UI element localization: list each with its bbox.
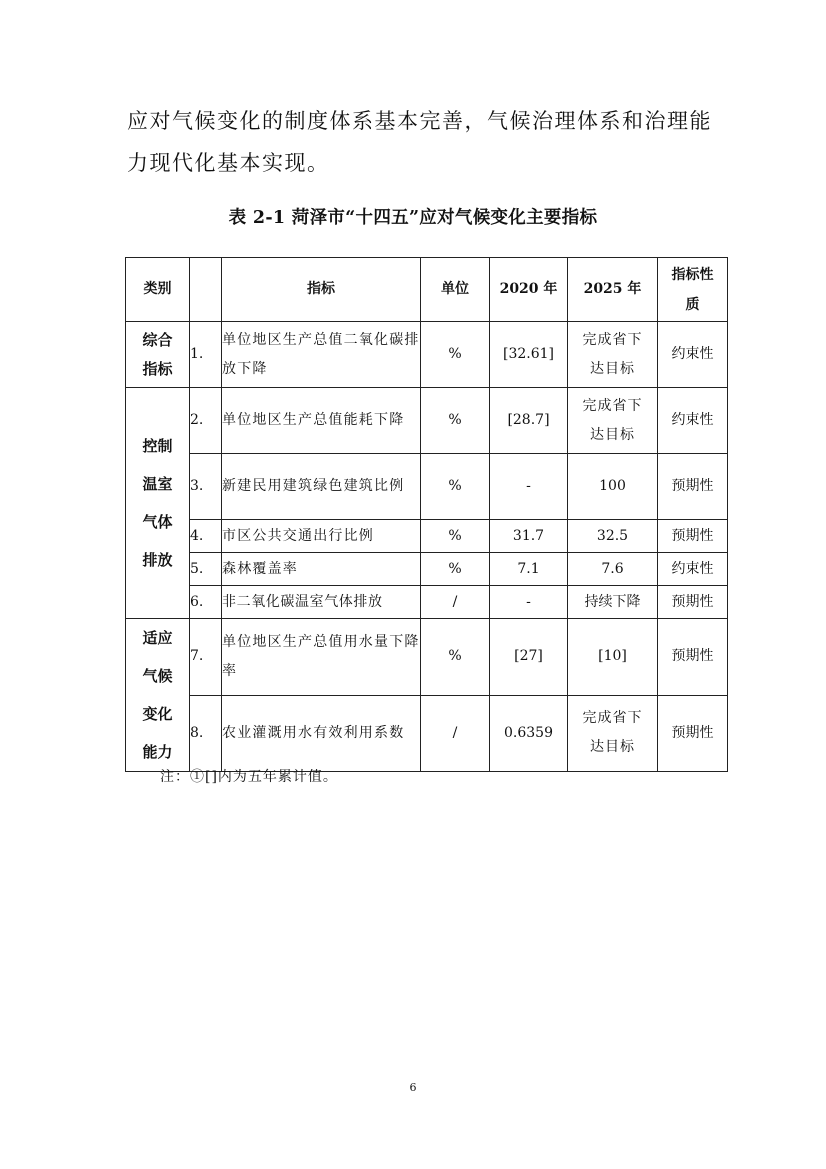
nature-cell: 预期性	[658, 454, 728, 520]
value-2025: 完成省下达目标	[568, 322, 658, 388]
header-seq	[190, 258, 222, 322]
page-number: 6	[409, 1081, 417, 1094]
nature-cell: 约束性	[658, 388, 728, 454]
unit-cell: %	[421, 619, 490, 696]
value-2020: [27]	[490, 619, 568, 696]
paragraph-line-2: 力现代化基本实现。	[127, 151, 330, 175]
nature-cell: 约束性	[658, 322, 728, 388]
category-comprehensive: 综合指标	[126, 322, 190, 388]
nature-cell: 预期性	[658, 695, 728, 772]
value-2020: 31.7	[490, 520, 568, 553]
indicator-name: 新建民用建筑绿色建筑比例	[222, 454, 421, 520]
row-number: 6.	[190, 586, 222, 619]
paragraph-line-1: 应对气候变化的制度体系基本完善，气候治理体系和治理能	[127, 109, 712, 133]
unit-cell: /	[421, 586, 490, 619]
value-2025: 7.6	[568, 553, 658, 586]
value-2025: 完成省下达目标	[568, 388, 658, 454]
indicator-name: 市区公共交通出行比例	[222, 520, 421, 553]
value-2020: 0.6359	[490, 695, 568, 772]
header-indicator: 指标	[222, 258, 421, 322]
nature-cell: 预期性	[658, 520, 728, 553]
table-row	[126, 322, 728, 388]
unit-cell: %	[421, 553, 490, 586]
table-caption: 表 2-1 菏泽市“十四五”应对气候变化主要指标	[228, 208, 598, 228]
table-row	[126, 520, 728, 553]
category-ghg-control: 控制温室气体排放	[126, 388, 190, 619]
header-2020: 2020 年	[490, 258, 568, 322]
header-2025: 2025 年	[568, 258, 658, 322]
unit-cell: %	[421, 388, 490, 454]
value-2025: 持续下降	[568, 586, 658, 619]
row-number: 7.	[190, 619, 222, 696]
value-2025: 完成省下达目标	[568, 695, 658, 772]
indicator-name: 农业灌溉用水有效利用系数	[222, 695, 421, 772]
table-note: 注：①[]内为五年累计值。	[160, 769, 338, 785]
nature-cell: 预期性	[658, 586, 728, 619]
indicator-name: 单位地区生产总值二氧化碳排放下降	[222, 322, 421, 388]
table-row	[126, 388, 728, 454]
row-number: 3.	[190, 454, 222, 520]
row-number: 2.	[190, 388, 222, 454]
table-row	[126, 695, 728, 772]
body-paragraph	[127, 100, 727, 184]
indicator-table	[125, 257, 728, 772]
header-nature: 指标性质	[658, 258, 728, 322]
value-2020: 7.1	[490, 553, 568, 586]
header-unit: 单位	[421, 258, 490, 322]
value-2025: 32.5	[568, 520, 658, 553]
table-row	[126, 553, 728, 586]
value-2025: 100	[568, 454, 658, 520]
nature-cell: 预期性	[658, 619, 728, 696]
row-number: 4.	[190, 520, 222, 553]
indicator-name: 单位地区生产总值用水量下降率	[222, 619, 421, 696]
unit-cell: %	[421, 322, 490, 388]
value-2020: [28.7]	[490, 388, 568, 454]
table-row	[126, 619, 728, 696]
unit-cell: %	[421, 454, 490, 520]
category-adaptation: 适应气候变化能力	[126, 619, 190, 772]
value-2020: -	[490, 586, 568, 619]
value-2020: -	[490, 454, 568, 520]
unit-cell: %	[421, 520, 490, 553]
header-row	[126, 258, 728, 322]
row-number: 5.	[190, 553, 222, 586]
indicator-name: 非二氧化碳温室气体排放	[222, 586, 421, 619]
indicator-name: 单位地区生产总值能耗下降	[222, 388, 421, 454]
value-2025: [10]	[568, 619, 658, 696]
row-number: 1.	[190, 322, 222, 388]
nature-cell: 约束性	[658, 553, 728, 586]
table-row	[126, 586, 728, 619]
unit-cell: /	[421, 695, 490, 772]
indicator-name: 森林覆盖率	[222, 553, 421, 586]
header-category: 类别	[126, 258, 190, 322]
table-row	[126, 454, 728, 520]
row-number: 8.	[190, 695, 222, 772]
value-2020: [32.61]	[490, 322, 568, 388]
